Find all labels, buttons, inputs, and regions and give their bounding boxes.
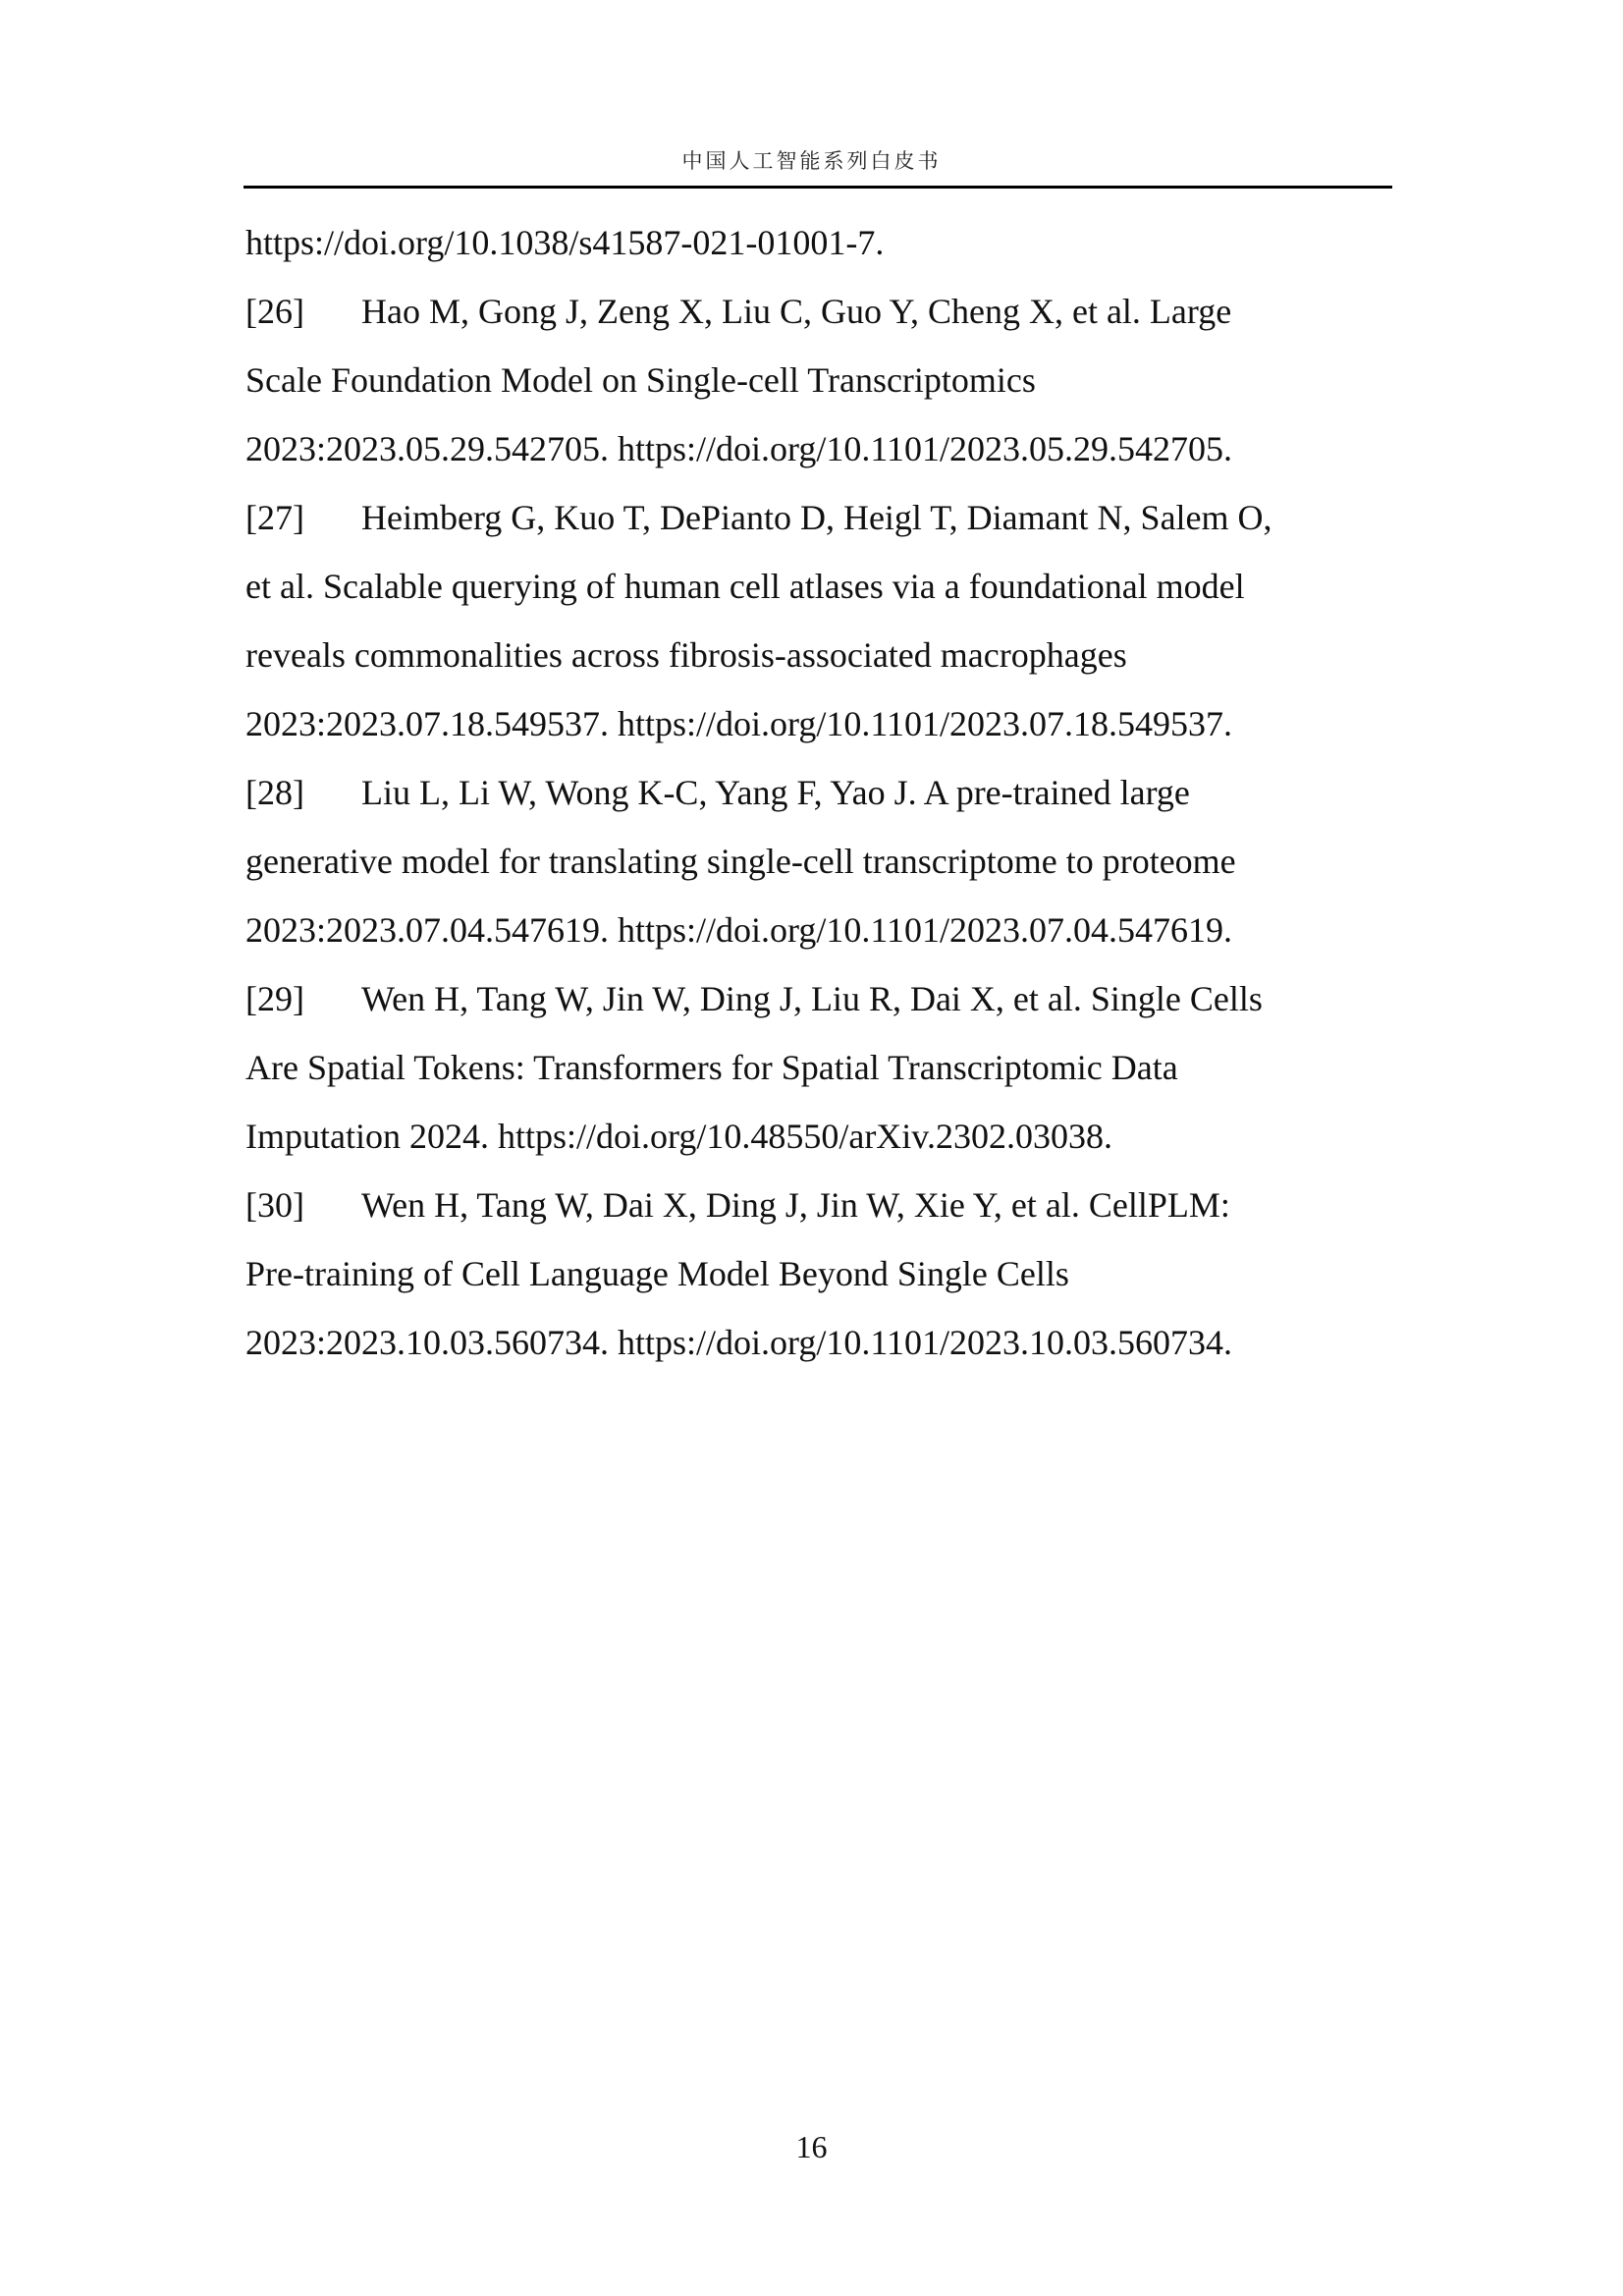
reference-number: [27] — [245, 498, 304, 537]
reference-number: [30] — [245, 1185, 304, 1225]
reference-text-line: Wen H, Tang W, Dai X, Ding J, Jin W, Xie Y, et al. CellPLM: — [361, 1185, 1230, 1225]
reference-text-line: 2023:2023.07.04.547619. https://doi.org/10.1101/2023.07.04.547619. — [245, 910, 1233, 950]
reference-text-line: Wen H, Tang W, Jin W, Ding J, Liu R, Dai X, et al. Single Cells — [361, 979, 1263, 1018]
reference-text-line: reveals commonalities across fibrosis-associated macrophages — [245, 635, 1127, 675]
reference-number: [28] — [245, 773, 304, 812]
reference-list — [245, 208, 1394, 1377]
reference-text-line: Are Spatial Tokens: Transformers for Spatial Transcriptomic Data — [245, 1048, 1178, 1087]
reference-text-line: 2023:2023.10.03.560734. https://doi.org/10.1101/2023.10.03.560734. — [245, 1323, 1233, 1362]
reference-text-line: 2023:2023.07.18.549537. https://doi.org/10.1101/2023.07.18.549537. — [245, 704, 1233, 743]
header-divider — [243, 186, 1392, 189]
reference-item-26 — [245, 277, 1394, 483]
reference-item-30 — [245, 1171, 1394, 1377]
page-number: 16 — [795, 2129, 828, 2164]
reference-text-line: Imputation 2024. https://doi.org/10.48550/arXiv.2302.03038. — [245, 1117, 1112, 1156]
reference-text-line: et al. Scalable querying of human cell atlases via a foundational model — [245, 567, 1245, 606]
reference-text-line: Hao M, Gong J, Zeng X, Liu C, Guo Y, Cheng X, et al. Large — [361, 292, 1232, 331]
reference-item-27 — [245, 483, 1394, 758]
reference-text-line: 2023:2023.05.29.542705. https://doi.org/10.1101/2023.05.29.542705. — [245, 429, 1233, 468]
reference-number: [26] — [245, 292, 304, 331]
running-header: 中国人工智能系列白皮书 — [681, 149, 942, 173]
reference-number: [29] — [245, 979, 304, 1018]
reference-text-line: Heimberg G, Kuo T, DePianto D, Heigl T, Diamant N, Salem O, — [361, 498, 1272, 537]
reference-text-line: Liu L, Li W, Wong K-C, Yang F, Yao J. A pre-trained large — [361, 773, 1190, 812]
reference-item-28 — [245, 758, 1394, 964]
reference-text-line: Scale Foundation Model on Single-cell Transcriptomics — [245, 360, 1036, 400]
reference-text-line: Pre-training of Cell Language Model Beyond Single Cells — [245, 1254, 1069, 1293]
reference-text-line: generative model for translating single-cell transcriptome to proteome — [245, 842, 1236, 881]
reference-item-29 — [245, 964, 1394, 1171]
reference-continuation: https://doi.org/10.1038/s41587-021-01001-7. — [245, 223, 885, 262]
